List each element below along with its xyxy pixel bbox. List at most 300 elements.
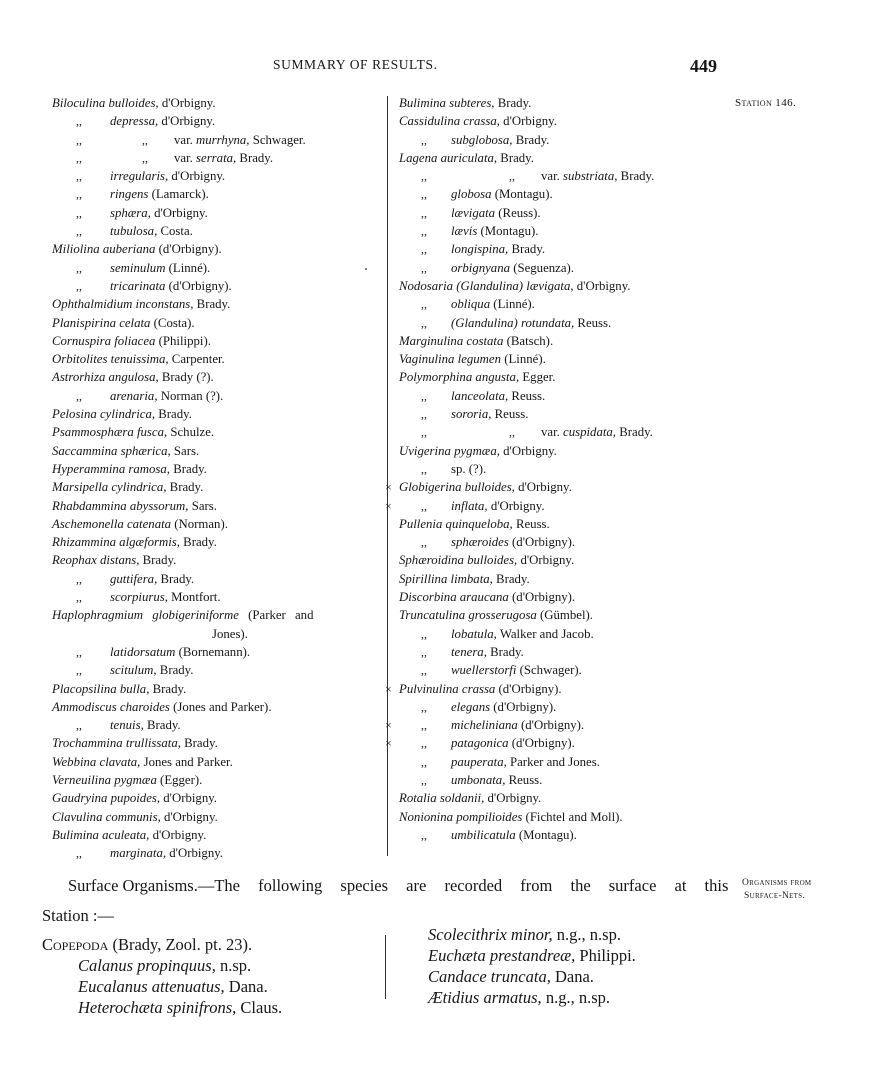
species-text bbox=[399, 789, 541, 807]
species-entry bbox=[42, 533, 374, 551]
species-text bbox=[451, 314, 611, 332]
species-entry bbox=[385, 295, 725, 313]
species-text bbox=[541, 423, 653, 441]
species-text bbox=[52, 808, 218, 826]
copepod-authority: Philippi. bbox=[575, 946, 636, 965]
authority: (Fichtel and Moll). bbox=[522, 809, 623, 824]
copepod-authority: n.g., n.sp. bbox=[541, 988, 610, 1007]
species-entry bbox=[385, 533, 725, 551]
species-name: tricarinata bbox=[110, 278, 166, 293]
ditto-mark: ,, bbox=[142, 132, 148, 147]
species-text bbox=[110, 277, 232, 295]
species-name: scitulum, bbox=[110, 663, 157, 678]
species-name: orbignyana bbox=[451, 260, 511, 275]
species-entry bbox=[385, 808, 725, 826]
species-name: Psammosphæra fusca, bbox=[52, 425, 168, 440]
species-text bbox=[110, 570, 194, 588]
authority: (Linné). bbox=[490, 297, 535, 312]
authority: d'Orbigny. bbox=[158, 96, 216, 110]
species-name: Saccammina sphærica, bbox=[52, 443, 171, 458]
species-entry bbox=[385, 240, 725, 258]
ditto-mark: ,, bbox=[509, 169, 515, 184]
species-entry bbox=[385, 661, 725, 679]
authority: Brady. bbox=[512, 132, 550, 147]
ditto-mark: ,, bbox=[421, 260, 427, 275]
species-name: Ammodiscus charoides bbox=[52, 699, 170, 714]
species-entry bbox=[42, 332, 374, 350]
variety-name: cuspidata, bbox=[563, 425, 617, 440]
authority: (Bornemann). bbox=[175, 644, 251, 659]
selection-mark: × bbox=[385, 681, 392, 696]
authority: d'Orbigny. bbox=[160, 791, 217, 806]
right-species-column bbox=[385, 94, 725, 844]
running-header: SUMMARY OF RESULTS. bbox=[273, 57, 438, 72]
species-entry bbox=[385, 551, 725, 569]
ditto-mark: ,, bbox=[76, 205, 82, 220]
copepoda-divider bbox=[385, 935, 386, 999]
authority: Jones and Parker. bbox=[140, 754, 233, 769]
species-entry bbox=[42, 551, 374, 569]
copepoda-heading bbox=[42, 935, 252, 955]
variety-name: murrhyna, bbox=[196, 132, 250, 147]
species-entry bbox=[42, 460, 374, 478]
copepod-authority: Claus. bbox=[236, 998, 283, 1017]
species-text bbox=[399, 332, 553, 350]
species-text bbox=[52, 533, 217, 551]
species-entry bbox=[42, 680, 374, 698]
species-entry bbox=[385, 387, 725, 405]
authority: Brady. bbox=[143, 718, 181, 733]
species-entry bbox=[42, 442, 374, 460]
ditto-mark: ,, bbox=[421, 297, 427, 312]
authority: Reuss. bbox=[508, 388, 546, 403]
authority: (Montagu). bbox=[477, 224, 539, 239]
species-text bbox=[52, 94, 216, 112]
species-text bbox=[52, 515, 228, 533]
ditto-mark: ,, bbox=[76, 278, 82, 293]
species-text bbox=[52, 551, 176, 569]
species-text bbox=[451, 405, 528, 423]
species-name: Spirillina limbata, bbox=[399, 571, 493, 586]
species-entry bbox=[385, 405, 725, 423]
copepod-authority: n.sp. bbox=[215, 956, 252, 975]
authority: (Philippi). bbox=[155, 333, 211, 348]
species-text bbox=[52, 826, 206, 844]
species-entry bbox=[42, 204, 374, 222]
species-entry bbox=[42, 844, 374, 862]
species-text bbox=[52, 460, 207, 478]
authority: (Gümbel). bbox=[536, 608, 593, 623]
ditto-mark: ,, bbox=[421, 132, 427, 147]
species-entry bbox=[385, 112, 725, 130]
ditto-mark: ,, bbox=[76, 132, 82, 147]
surface-paragraph bbox=[68, 876, 728, 896]
species-name: wuellerstorfi bbox=[451, 663, 517, 678]
species-text bbox=[52, 478, 203, 496]
authority: Reuss. bbox=[505, 772, 543, 787]
species-entry bbox=[42, 167, 374, 185]
species-text bbox=[451, 533, 575, 551]
authority: Brady. bbox=[180, 736, 218, 751]
station-label: Station 146. bbox=[735, 97, 797, 109]
species-text bbox=[451, 204, 541, 222]
species-text bbox=[52, 295, 230, 313]
ditto-mark: ,, bbox=[421, 242, 427, 257]
species-text bbox=[52, 442, 199, 460]
species-text bbox=[451, 826, 577, 844]
species-text bbox=[110, 259, 210, 277]
species-entry bbox=[42, 185, 374, 203]
species-name: seminulum bbox=[110, 260, 166, 275]
species-text bbox=[110, 185, 209, 203]
species-name: var. bbox=[174, 150, 197, 165]
authority: Brady. bbox=[156, 663, 194, 678]
ditto-mark: ,, bbox=[421, 205, 427, 220]
authority: Brady. bbox=[236, 150, 274, 165]
species-entry bbox=[385, 314, 725, 332]
surface-side-note bbox=[742, 877, 852, 903]
species-name: Vaginulina legumen bbox=[399, 352, 502, 367]
authority: Norman (?). bbox=[157, 388, 224, 403]
authority: d'Orbigny. bbox=[499, 114, 557, 129]
species-name: Marginulina costata bbox=[399, 333, 504, 348]
species-entry bbox=[42, 222, 374, 240]
authority: (d'Orbigny). bbox=[508, 736, 575, 751]
authority: (Parker and bbox=[238, 608, 314, 623]
copepod-species bbox=[428, 988, 610, 1008]
species-name: Rotalia soldanii, bbox=[399, 791, 485, 806]
authority: Brady. bbox=[616, 425, 653, 440]
authority: (d'Orbigny). bbox=[490, 699, 557, 714]
species-entry bbox=[42, 716, 374, 734]
species-name: latidorsatum bbox=[110, 644, 176, 659]
ditto-mark: ,, bbox=[142, 150, 148, 165]
species-entry bbox=[385, 753, 725, 771]
authority: d'Orbigny. bbox=[160, 809, 218, 824]
ditto-mark: ,, bbox=[76, 169, 82, 184]
copepod-species bbox=[78, 956, 251, 976]
species-text bbox=[451, 661, 582, 679]
species-entry bbox=[42, 570, 374, 588]
authority: Brady. bbox=[492, 571, 530, 586]
ditto-mark: ,, bbox=[76, 590, 82, 605]
species-text bbox=[451, 295, 535, 313]
species-entry bbox=[42, 94, 374, 112]
authority: d'Orbigny. bbox=[150, 205, 208, 220]
species-name: tubulosa, bbox=[110, 224, 158, 239]
species-name: Orbitolites tenuissima, bbox=[52, 352, 169, 367]
ditto-mark: ,, bbox=[421, 535, 427, 550]
selection-mark: × bbox=[385, 480, 392, 495]
species-name: Placopsilina bulla, bbox=[52, 681, 150, 696]
species-name: umbilicatula bbox=[451, 827, 516, 842]
species-entry bbox=[42, 606, 374, 624]
authority: d'Orbigny. bbox=[514, 480, 572, 495]
species-entry bbox=[385, 606, 725, 624]
species-text bbox=[110, 204, 208, 222]
copepod-name: Scolecithrix minor, bbox=[428, 925, 553, 944]
species-name: tenuis, bbox=[110, 718, 144, 733]
species-text bbox=[52, 314, 195, 332]
species-name: Sphæroidina bulloides, bbox=[399, 553, 518, 568]
ditto-mark: ,, bbox=[421, 626, 427, 641]
authority: Brady. bbox=[155, 407, 192, 422]
species-text bbox=[451, 387, 545, 405]
species-entry bbox=[385, 460, 725, 478]
authority: Brady. bbox=[170, 461, 207, 476]
species-entry bbox=[42, 368, 374, 386]
species-text bbox=[174, 131, 306, 149]
ditto-mark: ,, bbox=[421, 718, 427, 733]
authority: Brady. bbox=[149, 681, 187, 696]
species-text bbox=[52, 368, 214, 386]
species-entry bbox=[42, 826, 374, 844]
species-text bbox=[110, 661, 193, 679]
species-text bbox=[52, 680, 186, 698]
species-entry bbox=[385, 442, 725, 460]
species-name: Rhabdammina abyssorum, bbox=[52, 498, 189, 513]
authority: (Schwager). bbox=[516, 663, 582, 678]
authority: d'Orbigny. bbox=[573, 278, 631, 293]
ditto-mark: ,, bbox=[421, 498, 427, 513]
species-name: obliqua bbox=[451, 297, 491, 312]
species-entry bbox=[42, 771, 374, 789]
species-name: Lagena auriculata, bbox=[399, 150, 498, 165]
ditto-mark: ,, bbox=[76, 663, 82, 678]
copepod-authority: Dana. bbox=[550, 967, 594, 986]
species-name: lanceolata, bbox=[451, 388, 509, 403]
species-text bbox=[110, 588, 221, 606]
copepod-species bbox=[428, 967, 594, 987]
species-entry bbox=[385, 826, 725, 844]
left-species-column bbox=[42, 94, 374, 862]
authority: (Batsch). bbox=[503, 333, 554, 348]
ditto-mark: ,, bbox=[76, 571, 82, 586]
species-text bbox=[399, 515, 550, 533]
species-entry bbox=[42, 698, 374, 716]
species-name: Verneuilina pygmæa bbox=[52, 772, 157, 787]
species-text bbox=[451, 259, 574, 277]
ditto-mark: ,, bbox=[421, 224, 427, 239]
species-name: Pelosina cylindrica, bbox=[52, 407, 156, 422]
species-entry bbox=[385, 625, 725, 643]
authority: Brady. bbox=[497, 150, 534, 165]
species-name: Hyperammina ramosa, bbox=[52, 461, 171, 476]
species-text bbox=[110, 716, 181, 734]
authority: Jones). bbox=[212, 626, 248, 641]
species-name: Rhizammina algæformis, bbox=[52, 535, 180, 550]
ditto-mark: ,, bbox=[76, 388, 82, 403]
species-text bbox=[399, 680, 562, 698]
ditto-mark: ,, bbox=[421, 315, 427, 330]
authority: Brady (?). bbox=[158, 370, 214, 385]
species-entry bbox=[385, 789, 725, 807]
species-text bbox=[541, 167, 654, 185]
species-text bbox=[52, 497, 217, 515]
authority: (Egger). bbox=[156, 772, 203, 787]
copepod-name: Heterochæta spinifrons, bbox=[78, 998, 237, 1017]
species-name: Astrorhiza angulosa, bbox=[52, 370, 159, 385]
species-name: Polymorphina angusta, bbox=[399, 370, 520, 385]
authority: Brady. bbox=[486, 644, 524, 659]
species-entry bbox=[42, 808, 374, 826]
species-text bbox=[399, 442, 557, 460]
species-entry bbox=[385, 277, 725, 295]
species-name: (Glandulina) rotundata, bbox=[451, 315, 575, 330]
species-name: umbonata, bbox=[451, 772, 506, 787]
authority: Brady. bbox=[139, 553, 177, 568]
authority: d'Orbigny. bbox=[158, 114, 216, 129]
species-name: Bulimina subteres, bbox=[399, 96, 495, 110]
species-text bbox=[52, 332, 211, 350]
species-entry bbox=[385, 423, 725, 441]
species-entry bbox=[385, 716, 725, 734]
species-name: Webbina clavata, bbox=[52, 754, 141, 769]
ditto-mark: ,, bbox=[76, 718, 82, 733]
ditto-mark: ,, bbox=[76, 644, 82, 659]
species-name: subglobosa, bbox=[451, 132, 513, 147]
authority: (d'Orbigny). bbox=[155, 242, 222, 257]
species-entry bbox=[385, 478, 725, 496]
authority: (Linné). bbox=[165, 260, 211, 275]
species-entry bbox=[42, 350, 374, 368]
species-name: var. bbox=[541, 169, 564, 184]
authority: Parker and Jones. bbox=[506, 754, 600, 769]
ditto-mark: ,, bbox=[421, 187, 427, 202]
species-name: Haplophragmium globigeriniforme bbox=[52, 608, 239, 623]
species-text bbox=[52, 734, 218, 752]
ditto-mark: ,, bbox=[421, 827, 427, 842]
ditto-mark: ,, bbox=[76, 846, 82, 861]
ditto-mark: ,, bbox=[421, 425, 427, 440]
side-note-line-2: Surface-Nets. bbox=[744, 891, 806, 901]
species-text bbox=[451, 222, 538, 240]
species-entry bbox=[385, 350, 725, 368]
species-entry bbox=[42, 753, 374, 771]
species-text bbox=[399, 808, 623, 826]
species-entry bbox=[385, 131, 725, 149]
species-name: Pulvinulina crassa bbox=[399, 681, 496, 696]
authority: (Norman). bbox=[171, 516, 228, 531]
species-entry bbox=[385, 332, 725, 350]
species-text bbox=[451, 771, 542, 789]
species-entry bbox=[42, 131, 374, 149]
species-name: sphæra, bbox=[110, 205, 151, 220]
species-entry bbox=[385, 259, 725, 277]
authority: d'Orbigny. bbox=[166, 846, 223, 861]
copepod-species bbox=[78, 998, 282, 1018]
species-entry bbox=[385, 734, 725, 752]
ditto-mark: ,, bbox=[421, 754, 427, 769]
species-name: micheliniana bbox=[451, 718, 518, 733]
ditto-mark: ,, bbox=[421, 772, 427, 787]
authority: (d'Orbigny). bbox=[508, 590, 576, 605]
species-name: lævis bbox=[451, 224, 478, 239]
authority: (d'Orbigny). bbox=[508, 535, 576, 550]
species-name: lobatula, bbox=[451, 626, 497, 641]
species-name: scorpiurus, bbox=[110, 590, 168, 605]
authority: (d'Orbigny). bbox=[165, 278, 232, 293]
species-entry bbox=[385, 149, 725, 167]
species-name: Cassidulina crassa, bbox=[399, 114, 500, 129]
ditto-mark: ,, bbox=[421, 461, 427, 476]
species-text bbox=[451, 185, 553, 203]
species-text bbox=[399, 112, 557, 130]
species-text bbox=[110, 387, 223, 405]
ditto-mark: ,, bbox=[76, 260, 82, 275]
species-name: Clavulina communis, bbox=[52, 809, 161, 824]
authority: (Seguenza). bbox=[510, 260, 574, 275]
species-entry bbox=[42, 149, 374, 167]
copepoda-label: Copepoda bbox=[42, 935, 109, 954]
authority: d'Orbigny. bbox=[517, 553, 575, 568]
authority: (Reuss). bbox=[495, 205, 541, 220]
species-name: Uvigerina pygmæa, bbox=[399, 443, 500, 458]
species-name: Discorbina araucana bbox=[399, 590, 509, 605]
species-name: elegans bbox=[451, 699, 491, 714]
species-entry bbox=[385, 771, 725, 789]
authority: Brady. bbox=[157, 571, 195, 586]
species-name: var. bbox=[541, 425, 564, 440]
authority: Schwager. bbox=[249, 132, 306, 147]
species-text bbox=[451, 131, 549, 149]
species-entry bbox=[42, 259, 374, 277]
ditto-mark: ,, bbox=[76, 224, 82, 239]
species-entry bbox=[42, 625, 374, 643]
species-text bbox=[52, 698, 272, 716]
copepoda-reference: (Brady, Zool. pt. 23). bbox=[108, 935, 253, 954]
species-text bbox=[451, 643, 524, 661]
species-text bbox=[110, 844, 223, 862]
species-name: var. bbox=[174, 132, 197, 147]
species-entry bbox=[385, 680, 725, 698]
authority: Brady. bbox=[179, 535, 217, 550]
species-entry bbox=[42, 405, 374, 423]
ditto-mark: ,, bbox=[76, 114, 82, 129]
authority: Brady. bbox=[508, 242, 546, 257]
ditto-mark: ,, bbox=[509, 425, 515, 440]
species-text bbox=[110, 167, 225, 185]
authority: d'Orbigny. bbox=[484, 791, 542, 806]
variety-name: substriata, bbox=[563, 169, 618, 184]
authority: (Montagu). bbox=[491, 187, 553, 202]
authority: d'Orbigny. bbox=[499, 443, 557, 458]
authority: Brady. bbox=[617, 169, 655, 184]
authority: Carpenter. bbox=[168, 352, 225, 367]
copepod-species bbox=[428, 946, 636, 966]
species-text bbox=[451, 497, 545, 515]
species-entry bbox=[385, 185, 725, 203]
surface-heading: Surface Organisms. bbox=[68, 876, 198, 895]
copepod-authority: Dana. bbox=[224, 977, 268, 996]
species-text bbox=[399, 149, 534, 167]
species-entry bbox=[42, 387, 374, 405]
station-line: Station :— bbox=[42, 906, 114, 925]
species-entry bbox=[385, 222, 725, 240]
print-speck bbox=[365, 268, 367, 270]
species-name: pauperata, bbox=[451, 754, 507, 769]
variety-name: serrata, bbox=[196, 150, 237, 165]
species-entry bbox=[42, 295, 374, 313]
ditto-mark: ,, bbox=[421, 388, 427, 403]
species-entry bbox=[42, 240, 374, 258]
species-text bbox=[52, 240, 222, 258]
species-entry bbox=[42, 423, 374, 441]
surface-text: —The following species are recorded from the surface at this bbox=[197, 876, 729, 895]
species-text bbox=[451, 753, 600, 771]
species-entry bbox=[385, 368, 725, 386]
species-text bbox=[399, 94, 531, 112]
